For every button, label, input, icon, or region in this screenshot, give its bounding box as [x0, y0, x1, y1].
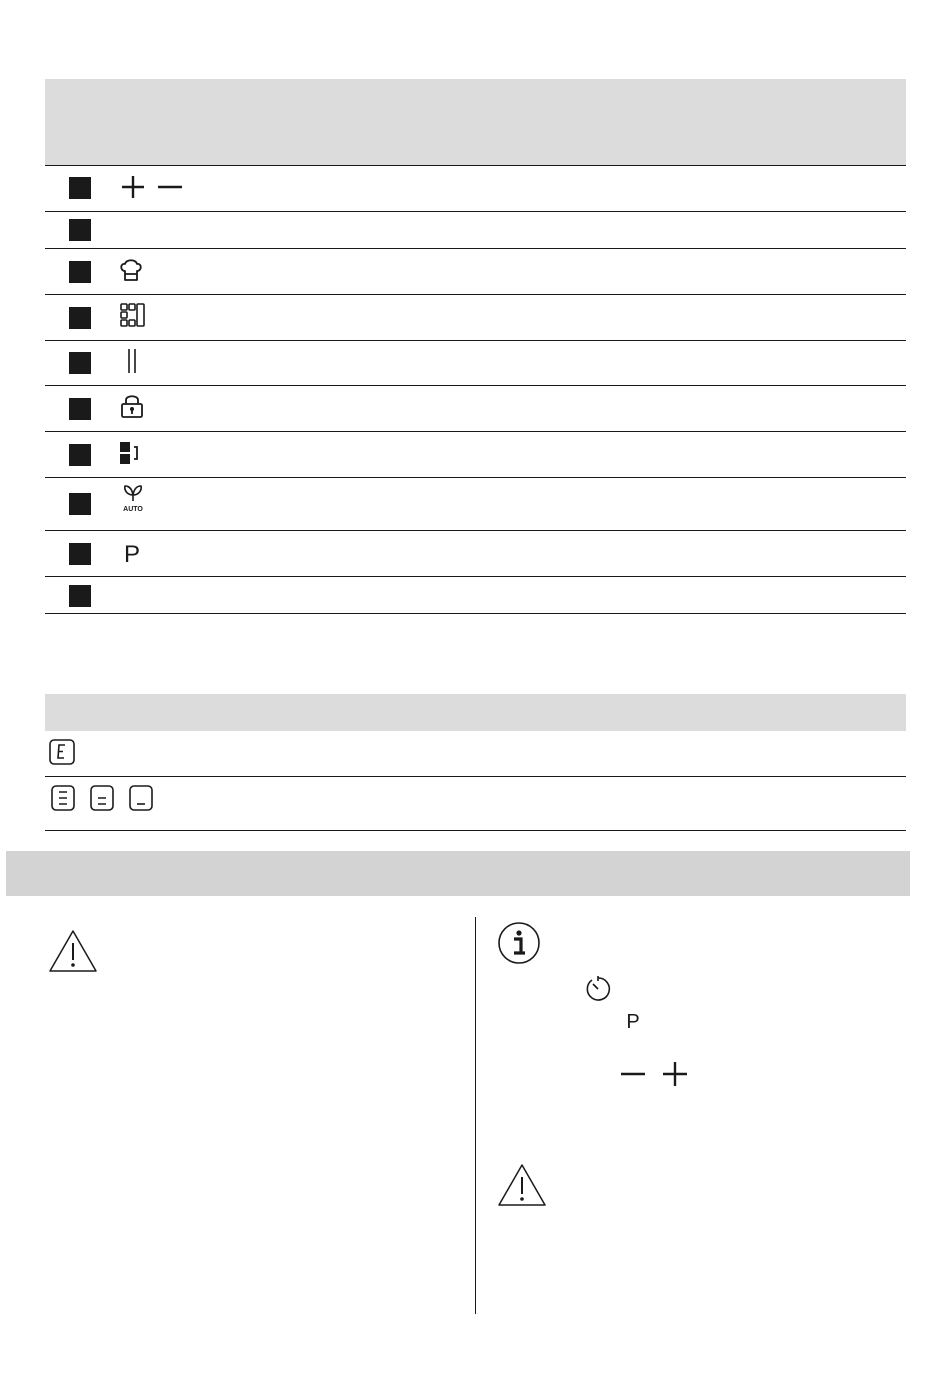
table-divider — [45, 165, 906, 166]
column-divider — [475, 917, 476, 1314]
table-header — [45, 79, 906, 165]
e-display-icon — [48, 738, 76, 766]
chef-hat-icon — [118, 257, 144, 283]
table-divider — [45, 576, 906, 577]
p-display-label: P — [626, 1011, 640, 1033]
heat-level-1-icon — [128, 784, 154, 812]
table-header — [45, 694, 906, 731]
table-divider — [45, 431, 906, 432]
row-marker — [69, 307, 91, 329]
table-divider — [45, 776, 906, 777]
row-marker — [69, 261, 91, 283]
plus-icon — [662, 1061, 688, 1087]
table-divider — [45, 613, 906, 614]
zones-bridge-icon — [119, 302, 147, 330]
info-icon — [497, 921, 541, 965]
row-marker — [69, 398, 91, 420]
lock-icon — [119, 393, 145, 419]
power-boost-label: P — [123, 541, 141, 567]
row-marker — [69, 177, 91, 199]
row-marker — [69, 352, 91, 374]
pause-icon — [124, 347, 140, 375]
table-divider — [45, 830, 906, 831]
table-divider — [45, 248, 906, 249]
warning-icon — [48, 929, 98, 973]
fan-auto-icon — [120, 484, 146, 514]
hob2hood-icon — [118, 440, 144, 466]
warning-icon — [497, 1163, 547, 1207]
table-divider — [45, 340, 906, 341]
row-marker — [69, 543, 91, 565]
minus-icon — [157, 174, 183, 200]
row-marker — [69, 585, 91, 607]
table-divider — [45, 477, 906, 478]
timer-icon — [584, 975, 612, 1003]
table-divider — [45, 385, 906, 386]
minus-icon — [620, 1061, 646, 1087]
power-boost-icon — [120, 539, 144, 567]
plus-icon — [120, 174, 146, 200]
table-divider — [45, 530, 906, 531]
table-divider — [45, 211, 906, 212]
table-divider — [45, 294, 906, 295]
heat-level-3-icon — [50, 784, 76, 812]
row-marker — [69, 219, 91, 241]
heat-level-2-icon — [89, 784, 115, 812]
auto-label: AUTO — [123, 506, 143, 513]
row-marker — [69, 444, 91, 466]
row-marker — [69, 493, 91, 515]
p-display-icon — [624, 1007, 644, 1033]
section-heading-band — [6, 851, 910, 896]
